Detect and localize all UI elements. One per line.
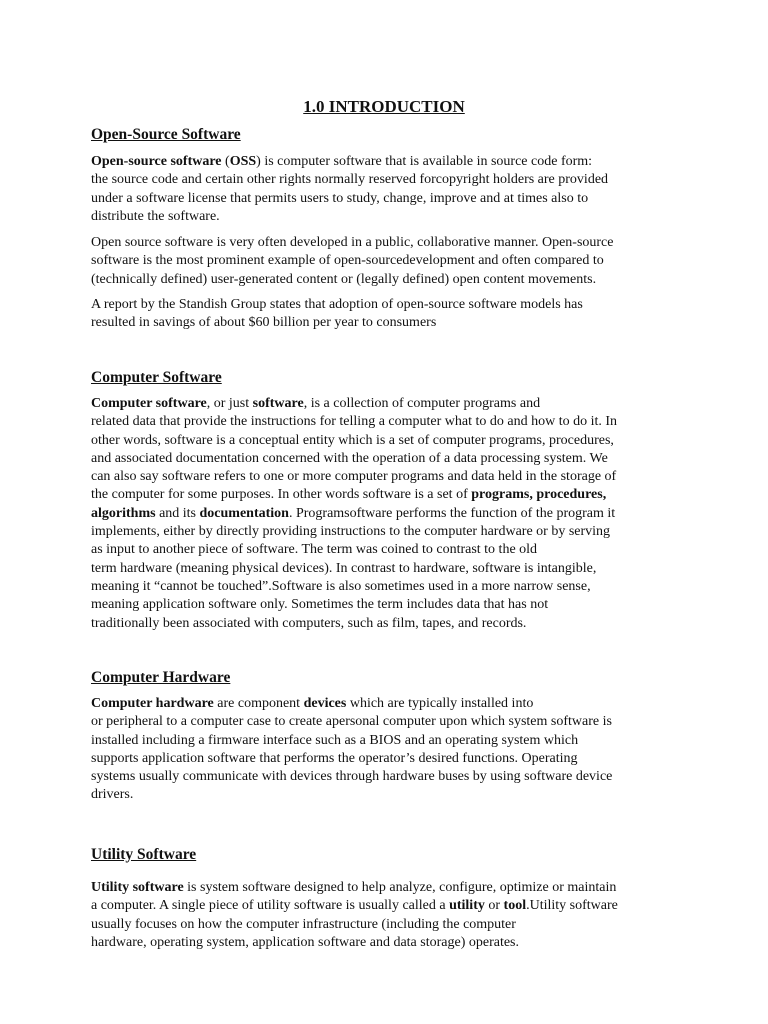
- text-line: traditionally been associated with computers, such as film, tapes, and records.: [91, 615, 527, 631]
- text-line: software is the most prominent example of open-sourcedevelopment and often compared to: [91, 253, 604, 269]
- text-line: meaning it “cannot be touched”.Software is also sometimes used in a more narrow sense,: [91, 578, 591, 594]
- text-line: Computer software, or just software, is a collection of computer programs and: [91, 396, 541, 411]
- bold-term: software: [252, 396, 304, 411]
- text-line: installed including a firmware interface such as a BIOS and an operating system which: [91, 732, 579, 748]
- text-line: related data that provide the instructions for telling a computer what to do and how to do it. In: [91, 414, 618, 430]
- bold-term: Computer software: [91, 396, 207, 411]
- bold-term: OSS: [229, 154, 257, 169]
- text-line: the computer for some purposes. In other words software is a set of programs, procedures,: [91, 487, 607, 503]
- text-line: Utility software is system software designed to help analyze, configure, optimize or maintain: [91, 880, 617, 895]
- bold-term: algorithms: [91, 505, 156, 521]
- text-line: algorithms and its documentation. Programsoftware performs the function of the program it: [91, 505, 616, 521]
- text-line: Computer hardware are component devices which are typically installed into: [91, 696, 534, 711]
- bold-term: Computer hardware: [91, 696, 214, 711]
- bold-term: documentation: [199, 505, 289, 521]
- text-line: other words, software is a conceptual entity which is a set of computer programs, procedures,: [91, 432, 614, 448]
- paragraph-utility-software: [91, 879, 691, 952]
- bold-term: tool: [503, 898, 527, 914]
- text-line: meaning application software only. Sometimes the term includes data that has not: [91, 597, 549, 613]
- bold-term: devices: [303, 696, 347, 711]
- text-line: hardware, operating system, application software and data storage) operates.: [91, 934, 519, 950]
- bold-term: programs, procedures,: [471, 487, 607, 503]
- heading-computer-software: Computer Software: [91, 369, 222, 386]
- paragraph-computer-software: [91, 395, 691, 633]
- heading-open-source-software: Open-Source Software: [91, 126, 241, 143]
- text-line: supports application software that performs the operator’s desired functions. Operating: [91, 750, 578, 766]
- text-line: drivers.: [91, 787, 134, 803]
- text-line: implements, either by directly providing instructions to the computer hardware or by serving: [91, 524, 611, 540]
- text-line: A report by the Standish Group states that adoption of open-source software models has: [91, 297, 583, 312]
- text-line: term hardware (meaning physical devices). In contrast to hardware, software is intangible,: [91, 560, 597, 576]
- text-line: the source code and certain other rights normally reserved forcopyright holders are provided: [91, 172, 609, 188]
- bold-term: Open-source software: [91, 154, 222, 169]
- text-line: or peripheral to a computer case to create apersonal computer upon which system software is: [91, 714, 612, 730]
- text-line: as input to another piece of software. The term was coined to contrast to the old: [91, 542, 538, 558]
- paragraph-computer-hardware: [91, 695, 691, 805]
- text-line: a computer. A single piece of utility software is usually called a utility or tool.Utility software: [91, 898, 618, 914]
- bold-term: Utility software: [91, 880, 184, 895]
- text-line: usually focuses on how the computer infrastructure (including the computer: [91, 916, 516, 932]
- bold-term: utility: [449, 898, 485, 914]
- text-line: and associated documentation concerned with the operation of a data processing system. We: [91, 450, 608, 466]
- text-line: Open source software is very often developed in a public, collaborative manner. Open-source: [91, 235, 614, 250]
- text-line: under a software license that permits users to study, change, improve and at times also to: [91, 190, 589, 206]
- paragraph-oss-savings: [91, 296, 691, 333]
- text-line: Open-source software (OSS) is computer software that is available in source code form:: [91, 154, 593, 169]
- text-line: can also say software refers to one or more computer programs and data held in the storage of: [91, 469, 617, 485]
- paragraph-oss-development: [91, 234, 691, 289]
- text-line: distribute the software.: [91, 208, 220, 224]
- heading-utility-software: Utility Software: [91, 846, 197, 863]
- text-line: (technically defined) user-generated content or (legally defined) open content movements.: [91, 271, 597, 287]
- paragraph-oss-definition: [91, 153, 691, 226]
- text-line: resulted in savings of about $60 billion per year to consumers: [91, 315, 437, 331]
- text-line: systems usually communicate with devices through hardware buses by using software device: [91, 769, 613, 785]
- heading-computer-hardware: Computer Hardware: [91, 669, 231, 686]
- page-title: 1.0 INTRODUCTION: [303, 97, 465, 116]
